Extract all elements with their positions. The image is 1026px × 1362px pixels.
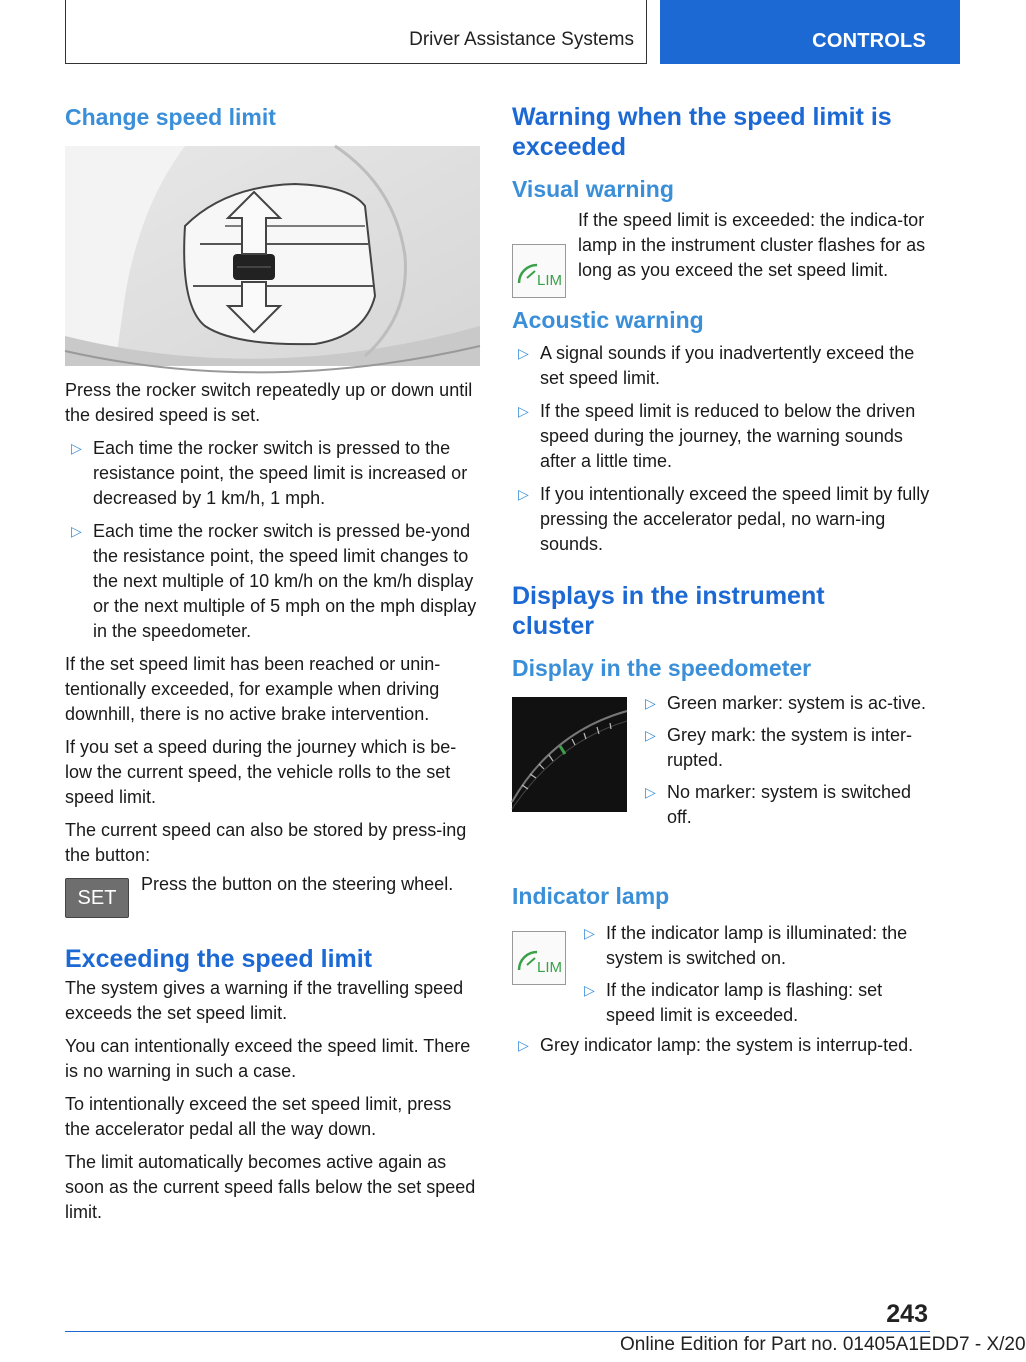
section-title: Driver Assistance Systems <box>409 29 634 50</box>
set-button-icon: SET <box>65 878 129 918</box>
triangle-bullet-icon: ▷ <box>645 727 656 743</box>
list-item: ▷ A signal sounds if you inadvertently exceed the set speed limit. <box>518 343 915 388</box>
speedometer-block <box>512 691 930 867</box>
triangle-bullet-icon: ▷ <box>584 982 595 998</box>
page-header <box>0 0 960 66</box>
displays-heading: Displays in the instrument cluster <box>512 582 825 640</box>
paragraph-accelerator: To intentionally exceed the set speed limit, press the accelerator pedal all the way down. <box>65 1094 452 1139</box>
steering-wheel-rocker-illustration <box>65 146 480 366</box>
paragraph-store: The current speed can also be stored by press-ing the button: <box>65 820 467 865</box>
indicator-lamp-list <box>578 921 930 1028</box>
paragraph-intentional: You can intentionally exceed the speed limit. There is no warning in such a case. <box>65 1036 471 1081</box>
triangle-bullet-icon: ▷ <box>645 695 656 711</box>
paragraph-rolls: If you set a speed during the journey which is be-low the current speed, the vehicle rolls to the set speed limit. <box>65 737 457 807</box>
triangle-bullet-icon: ▷ <box>518 486 529 502</box>
chapter-tab <box>660 0 960 64</box>
section-tab <box>65 0 647 64</box>
list-item: ▷ Each time the rocker switch is pressed to the resistance point, the speed limit is increased or decreased by 1 km/h, 1 mph. <box>71 438 468 508</box>
change-speed-limit-heading: Change speed limit <box>65 104 276 130</box>
right-column <box>512 96 930 1058</box>
list-item: ▷ Green marker: system is ac-tive. <box>639 691 930 716</box>
paragraph-no-brake: If the set speed limit has been reached or unin-tentionally exceeded, for example when driving downhill, there is no active brake intervention. <box>65 654 441 724</box>
visual-warning-block <box>512 208 930 289</box>
set-button-row <box>65 874 480 930</box>
triangle-bullet-icon: ▷ <box>518 1037 529 1053</box>
list-item: ▷ Grey mark: the system is inter-rupted. <box>645 725 913 770</box>
speedometer-image <box>512 697 627 812</box>
lim-indicator-icon <box>512 244 566 298</box>
triangle-bullet-icon: ▷ <box>518 345 529 361</box>
svg-text:LIM: LIM <box>537 959 563 976</box>
set-button-text: Press the button on the steering wheel. <box>141 874 454 894</box>
paragraph-reactivate: The limit automatically becomes active again as soon as the current speed falls below the set speed limit. <box>65 1152 476 1222</box>
speedometer-list <box>639 691 930 830</box>
svg-text:LIM: LIM <box>537 272 563 289</box>
chapter-title: CONTROLS <box>812 30 926 52</box>
page-number: 243 <box>886 1300 928 1328</box>
indicator-lamp-block <box>512 921 930 1027</box>
triangle-bullet-icon: ▷ <box>71 440 82 456</box>
edition-footer: Online Edition for Part no. 01405A1EDD7 - X/20 <box>620 1334 1026 1355</box>
list-item: ▷ If you intentionally exceed the speed limit by fully pressing the accelerator pedal, no warn-ing sounds. <box>518 484 930 554</box>
acoustic-warning-heading: Acoustic warning <box>512 307 704 333</box>
list-item: ▷ If the indicator lamp is flashing: set speed limit is exceeded. <box>584 980 883 1025</box>
lim-indicator-icon <box>512 931 566 985</box>
triangle-bullet-icon: ▷ <box>645 784 656 800</box>
triangle-bullet-icon: ▷ <box>71 523 82 539</box>
left-column <box>65 96 480 1225</box>
list-item: ▷ Grey indicator lamp: the system is interrup-ted. <box>512 1033 930 1058</box>
triangle-bullet-icon: ▷ <box>518 403 529 419</box>
paragraph-rocker: Press the rocker switch repeatedly up or down until the desired speed is set. <box>65 380 473 425</box>
exceeding-speed-limit-heading: Exceeding the speed limit <box>65 945 373 973</box>
footer-divider <box>65 1331 930 1332</box>
paragraph-warning: The system gives a warning if the travelling speed exceeds the set speed limit. <box>65 978 464 1023</box>
visual-warning-heading: Visual warning <box>512 176 674 202</box>
warning-heading: Warning when the speed limit is exceeded <box>512 103 892 161</box>
indicator-lamp-heading: Indicator lamp <box>512 883 670 909</box>
list-item: ▷ No marker: system is switched off. <box>645 782 912 827</box>
list-item: ▷ If the indicator lamp is illuminated: the system is switched on. <box>584 923 908 968</box>
speedometer-heading: Display in the speedometer <box>512 655 812 681</box>
list-item: ▷ If the speed limit is reduced to below the driven speed during the journey, the warning sounds after a little time. <box>518 401 916 471</box>
visual-warning-text: If the speed limit is exceeded: the indica-tor lamp in the instrument cluster flashes for as long as you exceed the set speed limit. <box>578 210 926 280</box>
triangle-bullet-icon: ▷ <box>584 925 595 941</box>
list-item: ▷ Each time the rocker switch is pressed be-yond the resistance point, the speed limit changes to the next multiple of 10 km/h on the km/h display or the next multiple of 5 mph on the mph display in the speedometer. <box>71 521 477 641</box>
